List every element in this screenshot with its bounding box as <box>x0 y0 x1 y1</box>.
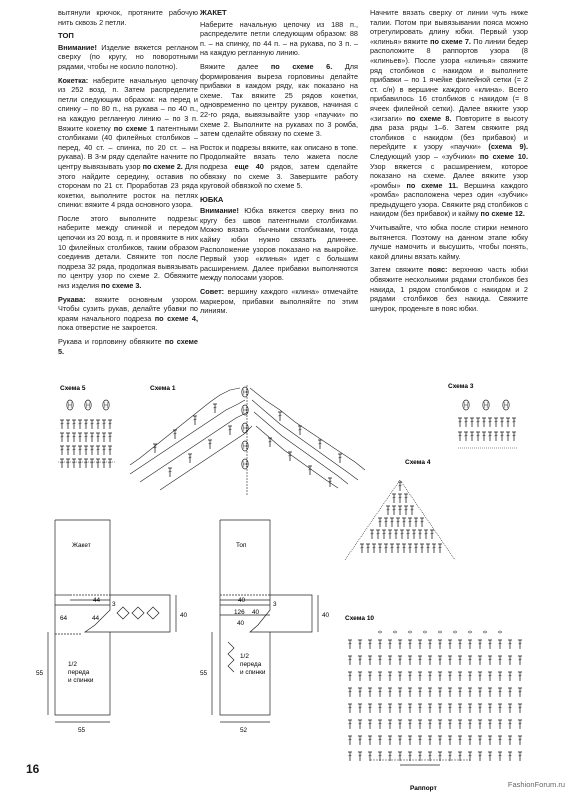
top-dim-52-bottom: 52 <box>240 727 248 734</box>
skirt-attention: Внимание! Юбка вяжется сверху вниз по кругу без швов патентными столбиками. Можно вязать обычными столбиками, тогда кайму юбки нужно связать длиннее. Расположение узоров показано на выкройке. Первый узор «клинья» идет с большим расширением. Далее прибавки выполняются между полосами узоров. <box>200 206 358 283</box>
jacket-pattern <box>48 520 176 722</box>
jacket-dim-55-side: 55 <box>36 670 44 677</box>
page-number: 16 <box>26 762 40 776</box>
top-heading: ТОП <box>58 31 74 41</box>
scheme4-chart <box>345 480 455 560</box>
site-watermark: FashionForum.ru <box>507 780 565 789</box>
scheme4-label: Схема 4 <box>405 459 431 466</box>
belt-paragraph: Затем свяжите пояс: верхнюю часть юбки обвяжите несколькими рядами столбиков без накида, 1 рядом столбиков с накидом и 2 рядами столбиков без накида. Свяжите шнурок, проденьте в пояс юбки. <box>370 265 528 313</box>
jacket-paragraph-2: Вяжите далее по схеме 6. Для формирования выреза горловины делайте прибавки в каждом ряду, как показано на схеме. Так вяжите 25 рядов кокетки, одновременно по центру рукавов, начиная с 22-го ряда, вывязывайте узор «паучки» по схеме 2. Выполните на рукавах по 3 ромба, затем сделайте обвязку по схеме 3. <box>200 61 358 139</box>
top-dim-40-right: 40 <box>322 612 330 619</box>
text-column-1 <box>58 8 198 360</box>
scheme5-label: Схема 5 <box>60 385 86 392</box>
jacket-dim-3: 3 <box>112 601 116 608</box>
jacket-dim-44-top: 44 <box>93 597 101 604</box>
jacket-dim-55-bottom: 55 <box>78 727 86 734</box>
top-dim-3: 3 <box>273 601 277 608</box>
jacket-title: Жакет <box>72 542 91 549</box>
scheme1-stitches <box>153 387 342 487</box>
scheme10-chart <box>348 631 522 765</box>
jacket-paragraph-1: Наберите начальную цепочку из 188 п., распределите петли следующим образом: 88 п. – на спинку, по 44 п. – на рукава, по 3 п. – на каждую регланную линию. <box>200 19 358 58</box>
figures-area <box>0 370 573 800</box>
text-column-2 <box>200 8 358 320</box>
growth-paragraph: Росток и подрезы вяжите, как описано в топе. Продолжайте вязать тело жакета после подреза еще 40 рядов, затем сделайте обвязку по схеме 3. Завершите работу круговой обвязкой по схеме 5. <box>200 142 358 191</box>
top-dim-40-a: 40 <box>238 597 246 604</box>
advice-paragraph: Совет: вершину каждого «клина» отмечайте маркером, прибавки выполняйте по этим линиям. <box>200 287 358 316</box>
jacket-half-line2: переда <box>68 669 90 676</box>
scheme1-label: Схема 1 <box>150 385 176 392</box>
jacket-dim-64: 64 <box>60 615 68 622</box>
top-title: Топ <box>236 542 247 549</box>
jacket-half-line3: и спинки <box>68 677 94 684</box>
sleeves-paragraph: Рукава: вяжите основным узором. Чтобы сузить рукав, делайте убавки по краям начального подреза по схеме 4, пока отверстие не закроется. <box>58 294 198 333</box>
body-paragraph: После этого выполните подрезы: наберите между спинкой и передом цепочки из 20 возд. п. и провяжите в них 10 филейных столбиков, таким образом соединив детали. Свяжите топ после подреза 32 ряда, продолжая вывязывать по центру узор по схеме 2. Обвяжите низ изделия по схеме 3. <box>58 213 198 291</box>
scheme3-chart <box>458 400 518 448</box>
top-half-line3: и спинки <box>240 669 266 676</box>
top-half-front-back <box>240 653 266 676</box>
skirt-patterns-paragraph: Начните вязать сверху от линии чуть ниже талии. Потом при вывязывании пояса можно отрегулировать длину юбки. Первый узор «клинья» вяжите по схеме 7. По линии бедер расположите 8 раппортов узора (8 «клиньев»). После узора «клинья» свяжите ряд столбиков с накидом и выполните прибавки – по 1 ячейке филейной сетки (= 2 ст. с/н) в вершине каждого «клина». Всего прибавилось 16 столбиков с накидом (= 8 ячеек филейной сетки). Далее вяжите узор «зигзаги» по схеме 8. Повторите в высоту два раза ряды 1–6. Затем свяжите ряд столбиков с накидом (без прибавок) и перейдите к узору «паучки» (схема 9). Следующий узор – «зубчики» по схеме 10. Узор вяжется с расширением, которое показано на схеме. Далее вяжите узор «ромбы» по схеме 11. Вершина каждого «ромба» расположена через один «зубчик» предыдущего узора. Свяжите ряд столбиков с накидом (без прибавок) и кайму по схеме 12. <box>370 8 528 219</box>
top-dim-126: 126 <box>234 609 245 616</box>
jacket-dim-44-lower: 44 <box>92 615 100 622</box>
jacket-half-line1: 1/2 <box>68 661 77 668</box>
yoke-paragraph: Кокетка: наберите начальную цепочку из 252 возд. п. Затем распределите петли следующим образом: на перед и спинку – по 80 п., на рукава – по 40 п., на каждую регланную линию – по 3 п. Вяжите кокетку по схеме 1 патентными столбиками (40 филейных столбиков – перед, 40 ст. – спинка, по 20 ст. – на рукава). В 3-м ряду сделайте начните по центру вывязывать узор по схеме 2. Для этого найдите середину, оставив по сторонам по 21 ст. Проработав 23 ряда кокетки, выполните росток на петлях спинки: вяжите 4 ряда основного узора. <box>58 75 199 210</box>
washing-paragraph: Учитывайте, что юбка после стирки немного вытянется. Поэтому на данном этапе юбку лучше намочить и высушить, чтобы понять, какой длины вязать кайму. <box>370 223 528 261</box>
jacket-half-front-back <box>68 661 94 684</box>
skirt-heading: ЮБКА <box>200 194 224 204</box>
top-half-line2: переда <box>240 661 262 668</box>
jacket-dim-40: 40 <box>180 612 188 619</box>
intro-text: вытянули крючок, протяните рабочую нить сквозь 2 петли. <box>58 8 198 27</box>
top-dim-55-side: 55 <box>200 670 208 677</box>
top-half-line1: 1/2 <box>240 653 249 660</box>
jacket-heading: ЖАКЕТ <box>200 8 227 17</box>
top-pattern <box>212 520 318 722</box>
scheme10-label: Схема 10 <box>345 615 375 622</box>
top-attention: Внимание! Изделие вяжется регланом сверху (по кругу, но поворотными рядами, чтобы не косило полотно). <box>58 42 198 71</box>
top-dim-40-c: 40 <box>237 620 245 627</box>
finish-paragraph: Рукава и горловину обвяжите по схеме 5. <box>58 337 198 356</box>
top-dim-40-b: 40 <box>252 609 260 616</box>
text-column-3 <box>370 8 528 317</box>
rapport-label: Раппорт <box>410 785 437 792</box>
scheme5-chart <box>58 400 115 468</box>
scheme3-label: Схема 3 <box>448 383 474 390</box>
